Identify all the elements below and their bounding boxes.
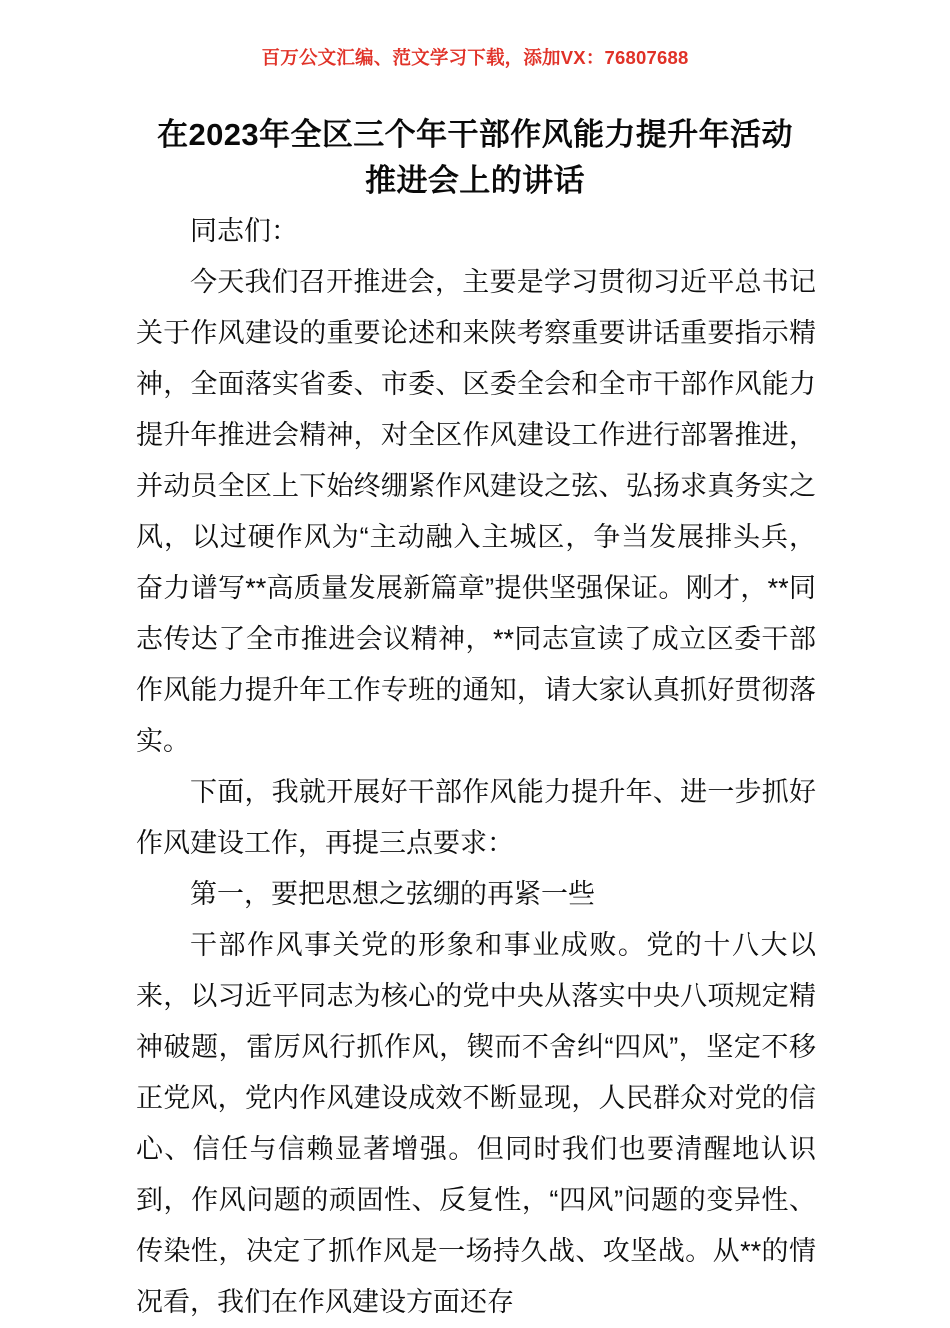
page-title-line-1: 在2023年全区三个年干部作风能力提升年活动 (157, 117, 793, 152)
body-paragraph-3: 干部作风事关党的形象和事业成败。党的十八大以来，以习近平同志为核心的党中央从落实中央八项规定精神破题，雷厉风行抓作风，锲而不舍纠“四风”，坚定不移正党风，党内作风建设成效不断显现，人民群众对党的信心、信任与信赖显著增强。但同时我们也要清醒地认识到，作风问题的顽固性、反复性，“四风”问题的变异性、传染性，决定了抓作风是一场持久战、攻坚战。从**的情况看，我们在作风建设方面还存 (136, 930, 816, 1317)
salutation: 同志们： (190, 216, 298, 246)
promo-banner (0, 47, 950, 69)
page-title (118, 112, 832, 204)
document-body (136, 206, 816, 1328)
body-paragraph-1: 今天我们召开推进会，主要是学习贯彻习近平总书记关于作风建设的重要论述和来陕考察重要讲话重要指示精神，全面落实省委、市委、区委全会和全市干部作风能力提升年推进会精神，对全区作风建设工作进行部署推进，并动员全区上下始终绷紧作风建设之弦、弘扬求真务实之风，以过硬作风为“主动融入主城区，争当发展排头兵，奋力谱写**高质量发展新篇章”提供坚强保证。刚才，**同志传达了全市推进会议精神，**同志宣读了成立区委干部作风能力提升年工作专班的通知，请大家认真抓好贯彻落实。 (136, 267, 816, 756)
body-paragraph-2: 下面，我就开展好干部作风能力提升年、进一步抓好作风建设工作，再提三点要求： (136, 777, 816, 858)
section-heading-first: 第一，要把思想之弦绷的再紧一些 (190, 879, 595, 909)
promo-banner-text: 百万公文汇编、范文学习下载，添加VX：76807688 (261, 47, 689, 68)
page-title-line-2: 推进会上的讲话 (365, 163, 585, 198)
